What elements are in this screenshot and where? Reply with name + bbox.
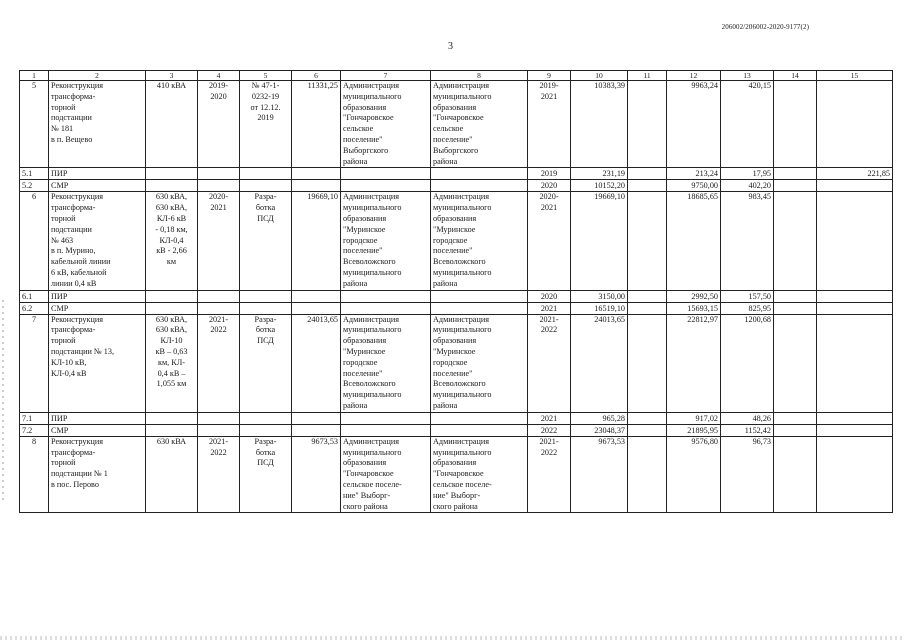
table-cell	[292, 180, 341, 192]
table-cell: 24013,65	[571, 314, 628, 412]
table-cell	[292, 424, 341, 436]
table-cell: 2021- 2022	[528, 436, 571, 513]
table-cell	[774, 290, 817, 302]
page-number: 3	[448, 41, 453, 52]
table-cell: Администрация муниципального образования "Муринское городское поселение" Всеволожского муниципального района	[341, 314, 431, 412]
table-cell: 410 кВА	[146, 81, 198, 168]
table-cell	[146, 168, 198, 180]
table-cell	[292, 168, 341, 180]
table-cell: Администрация муниципального образования "Муринское городское поселение" Всеволожского муниципального района	[341, 192, 431, 290]
table-cell	[817, 180, 893, 192]
table-cell	[774, 180, 817, 192]
table-cell: 6.2	[20, 302, 49, 314]
table-cell	[240, 424, 292, 436]
table-cell: 2021- 2022	[198, 436, 240, 513]
table-cell	[628, 436, 667, 513]
table-cell: 9750,00	[667, 180, 721, 192]
table-cell	[292, 302, 341, 314]
table-cell	[431, 412, 528, 424]
table-cell: 17,95	[721, 168, 774, 180]
table-cell: 10383,39	[571, 81, 628, 168]
table-cell: ПИР	[49, 168, 146, 180]
table-cell	[431, 168, 528, 180]
header-cell: 3	[146, 71, 198, 81]
header-cell: 13	[721, 71, 774, 81]
project-row	[20, 314, 893, 412]
table-cell	[817, 314, 893, 412]
table-cell: 983,45	[721, 192, 774, 290]
table-cell	[292, 412, 341, 424]
table-cell	[198, 412, 240, 424]
table-cell: Администрация муниципального образования "Гончаровское сельское поселе- ние" Выборг- ского района	[431, 436, 528, 513]
table-cell: 2020- 2021	[528, 192, 571, 290]
table-cell: Реконструкция трансформа- торной подстанции № 181 в п. Вещево	[49, 81, 146, 168]
table-cell	[341, 180, 431, 192]
table-cell: 2019- 2020	[198, 81, 240, 168]
table-cell: ПИР	[49, 290, 146, 302]
table-cell: 22812,97	[667, 314, 721, 412]
sub-row	[20, 302, 893, 314]
table-cell	[341, 424, 431, 436]
table-cell: 19669,10	[292, 192, 341, 290]
table-cell	[774, 302, 817, 314]
table-cell	[146, 424, 198, 436]
header-cell: 2	[49, 71, 146, 81]
table-cell: 2020	[528, 180, 571, 192]
table-cell: Реконструкция трансформа- торной подстанции № 463 в п. Мурино, кабельной линии 6 кВ, кабельной линии 0,4 кВ	[49, 192, 146, 290]
table-cell: 7	[20, 314, 49, 412]
project-row	[20, 436, 893, 513]
table-cell	[198, 290, 240, 302]
table-cell: Разра- ботка ПСД	[240, 192, 292, 290]
table-cell: 21895,95	[667, 424, 721, 436]
table-cell: 48,26	[721, 412, 774, 424]
table-cell	[146, 290, 198, 302]
table-cell: Администрация муниципального образования "Гончаровское сельское поселе- ние" Выборг- ского района	[341, 436, 431, 513]
sub-row	[20, 424, 893, 436]
table-cell	[198, 180, 240, 192]
table-cell	[628, 290, 667, 302]
sub-row	[20, 180, 893, 192]
table-cell: 5	[20, 81, 49, 168]
table-cell: 5.2	[20, 180, 49, 192]
table-cell: 2021- 2022	[198, 314, 240, 412]
table-cell	[240, 168, 292, 180]
table-cell: 18685,65	[667, 192, 721, 290]
table-cell: 7.2	[20, 424, 49, 436]
table-cell	[431, 424, 528, 436]
table-cell	[628, 424, 667, 436]
document-id: 206002/206002-2020-9177(2)	[721, 23, 809, 31]
project-row	[20, 81, 893, 168]
table-cell: 630 кВА, 630 кВА, КЛ-10 кВ – 0,63 км, КЛ- 0,4 кВ – 1,055 км	[146, 314, 198, 412]
table-cell: 9576,80	[667, 436, 721, 513]
table-cell: 7.1	[20, 412, 49, 424]
table-cell	[431, 180, 528, 192]
table-cell	[774, 192, 817, 290]
table-cell	[240, 412, 292, 424]
table-cell	[628, 302, 667, 314]
table-cell	[774, 314, 817, 412]
table-cell	[628, 180, 667, 192]
table-cell: 213,24	[667, 168, 721, 180]
table-cell: 231,19	[571, 168, 628, 180]
table-cell: 630 кВА, 630 кВА, КЛ-6 кВ - 0,18 км, КЛ-0,4 кВ - 2,66 км	[146, 192, 198, 290]
table-cell	[431, 290, 528, 302]
table-cell: 16519,10	[571, 302, 628, 314]
table-cell	[817, 302, 893, 314]
table-cell: 3150,00	[571, 290, 628, 302]
table-cell: 2021	[528, 302, 571, 314]
table-cell	[341, 168, 431, 180]
table-cell	[292, 290, 341, 302]
table-cell	[774, 81, 817, 168]
table-cell: № 47-1- 0232-19 от 12.12. 2019	[240, 81, 292, 168]
sub-row	[20, 412, 893, 424]
table-cell	[628, 412, 667, 424]
header-row	[20, 71, 893, 81]
table-cell	[817, 192, 893, 290]
table-cell: 19669,10	[571, 192, 628, 290]
table-cell: Администрация муниципального образования "Муринское городское поселение" Всеволожского муниципального района	[431, 314, 528, 412]
header-cell: 9	[528, 71, 571, 81]
header-cell: 11	[628, 71, 667, 81]
table-cell: 1152,42	[721, 424, 774, 436]
table-cell: 157,50	[721, 290, 774, 302]
table-cell: 2022	[528, 424, 571, 436]
sub-row	[20, 290, 893, 302]
table-cell	[341, 412, 431, 424]
table-cell: 2020- 2021	[198, 192, 240, 290]
table-cell: Администрация муниципального образования "Гончаровское сельское поселение" Выборгского района	[341, 81, 431, 168]
table-cell: Реконструкция трансформа- торной подстанции № 1 в пос. Перово	[49, 436, 146, 513]
header-cell: 10	[571, 71, 628, 81]
table-cell	[146, 302, 198, 314]
header-cell: 1	[20, 71, 49, 81]
table-cell	[774, 168, 817, 180]
scan-artifact	[2, 300, 4, 500]
table-cell: 24013,65	[292, 314, 341, 412]
table-cell	[817, 436, 893, 513]
table-cell	[240, 180, 292, 192]
table-cell: 10152,20	[571, 180, 628, 192]
table-cell	[817, 81, 893, 168]
table-cell	[146, 180, 198, 192]
table-cell	[198, 302, 240, 314]
table-cell: 9963,24	[667, 81, 721, 168]
table-cell: 2992,50	[667, 290, 721, 302]
table-cell	[817, 290, 893, 302]
table-cell	[628, 81, 667, 168]
table-cell: 96,73	[721, 436, 774, 513]
program-table	[19, 70, 893, 513]
table-cell: 11331,25	[292, 81, 341, 168]
table-cell: СМР	[49, 424, 146, 436]
table-cell: 8	[20, 436, 49, 513]
table-cell: 2021- 2022	[528, 314, 571, 412]
table-cell: Администрация муниципального образования "Муринское городское поселение" Всеволожского муниципального района	[431, 192, 528, 290]
table-cell: 9673,53	[571, 436, 628, 513]
header-cell: 15	[817, 71, 893, 81]
table-cell	[774, 424, 817, 436]
table-cell: 5.1	[20, 168, 49, 180]
table-cell: 2019- 2021	[528, 81, 571, 168]
table-cell	[774, 436, 817, 513]
header-cell: 14	[774, 71, 817, 81]
table-cell: 630 кВА	[146, 436, 198, 513]
table-cell	[240, 302, 292, 314]
header-cell: 8	[431, 71, 528, 81]
table-cell: 917,02	[667, 412, 721, 424]
table-cell	[198, 168, 240, 180]
table-cell: 6	[20, 192, 49, 290]
table-cell: 2019	[528, 168, 571, 180]
table-cell: 2021	[528, 412, 571, 424]
table-cell: Разра- ботка ПСД	[240, 436, 292, 513]
table-cell: Разра- ботка ПСД	[240, 314, 292, 412]
table-cell: 420,15	[721, 81, 774, 168]
header-cell: 4	[198, 71, 240, 81]
table-cell: Реконструкция трансформа- торной подстанции № 13, КЛ-10 кВ, КЛ-0,4 кВ	[49, 314, 146, 412]
sub-row	[20, 168, 893, 180]
table-cell: СМР	[49, 302, 146, 314]
table-cell	[341, 290, 431, 302]
table-cell: 23048,37	[571, 424, 628, 436]
table-cell	[240, 290, 292, 302]
table-cell: 9673,53	[292, 436, 341, 513]
table-cell	[146, 412, 198, 424]
header-cell: 6	[292, 71, 341, 81]
table-cell	[628, 314, 667, 412]
table-cell	[341, 302, 431, 314]
table-cell: 402,20	[721, 180, 774, 192]
table-cell	[817, 424, 893, 436]
table-cell	[628, 168, 667, 180]
table-cell	[431, 302, 528, 314]
table-cell: 6.1	[20, 290, 49, 302]
project-row	[20, 192, 893, 290]
table-cell	[198, 424, 240, 436]
header-cell: 7	[341, 71, 431, 81]
table-cell: 825,95	[721, 302, 774, 314]
table-cell: 1200,68	[721, 314, 774, 412]
table-cell	[628, 192, 667, 290]
table-cell: 15693,15	[667, 302, 721, 314]
table-cell	[774, 412, 817, 424]
table-cell: Администрация муниципального образования "Гончаровское сельское поселение" Выборгского района	[431, 81, 528, 168]
header-cell: 5	[240, 71, 292, 81]
header-cell: 12	[667, 71, 721, 81]
table-cell: СМР	[49, 180, 146, 192]
table-cell: 965,28	[571, 412, 628, 424]
table-cell: 2020	[528, 290, 571, 302]
scan-edge	[0, 636, 905, 640]
table-cell	[817, 412, 893, 424]
table-cell: 221,85	[817, 168, 893, 180]
table-cell: ПИР	[49, 412, 146, 424]
